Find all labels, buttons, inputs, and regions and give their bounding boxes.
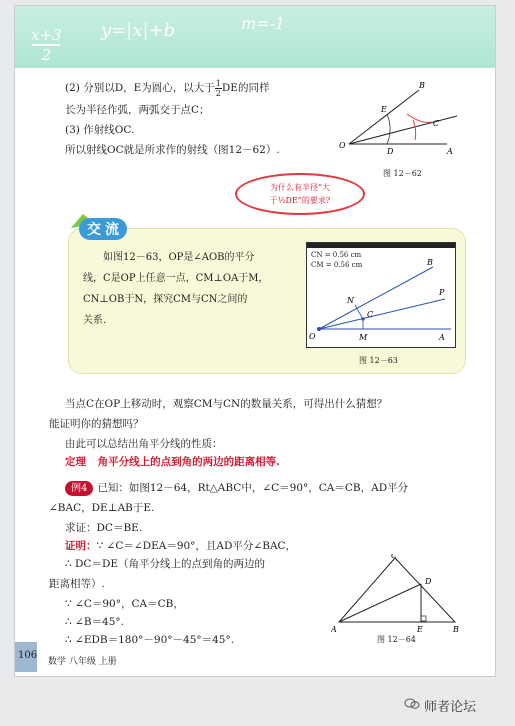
paragraph-line: 能证明你的猜想吗？	[49, 418, 144, 430]
paragraph-line: 由此可以总结出角平分线的性质：	[65, 438, 223, 450]
proof-line-6: ∴ ∠EDB＝180°－90°－45°＝45°.	[65, 634, 235, 646]
cm-readout: CM = 0.56 cm	[311, 261, 363, 269]
paragraph-line: 当点C在OP上移动时，观察CM与CN的数量关系，可得出什么猜想？	[65, 398, 388, 410]
proof-line-3: 距离相等）.	[49, 578, 105, 590]
step-3-line: (3) 作射线OC.	[65, 124, 135, 136]
proof-line-4: ∵ ∠C＝90°，CA＝CB，	[65, 598, 184, 610]
exchange-line: 如图12－63，OP是∠AOB的平分	[103, 252, 255, 263]
fig64-label-B: B	[453, 625, 459, 634]
fig62-label-A: A	[447, 147, 453, 156]
proof-line-2: ∴ DC＝DE（角平分线上的点到角的两边的	[65, 558, 266, 570]
header-formula-slope: m=-1	[241, 14, 286, 33]
header-formula-fraction: x+3 2	[31, 26, 62, 64]
exchange-line: 线，C是OP上任意一点，CM⊥OA于M，	[83, 273, 269, 284]
proof-line-1: 证明：∵ ∠C＝∠DEA＝90°，且AD平分∠BAC，	[65, 540, 297, 552]
figure-12-62	[335, 78, 465, 163]
figure-12-62-caption: 图 12－62	[383, 169, 422, 178]
fig62-label-E: E	[381, 105, 387, 114]
book-title: 数学 八年级 上册	[48, 657, 117, 667]
figure-12-63-drawing	[307, 243, 455, 347]
exchange-line: 关系.	[83, 315, 107, 326]
fig63-label-A: A	[439, 333, 445, 342]
figure-12-63	[306, 242, 456, 348]
badge-char-1: 交	[87, 222, 101, 238]
example-line-1: 例4 已知：如图12－64，Rt△ABC中，∠C＝90°，CA＝CB，AD平分	[65, 478, 408, 498]
watermark-text: 师者论坛	[424, 700, 477, 715]
exchange-badge	[69, 212, 129, 242]
fig62-label-D: D	[387, 147, 394, 156]
fraction-half: $\frac{1}{2}$	[215, 78, 221, 98]
badge-char-2: 流	[105, 222, 119, 238]
step-2-line: (2) 分别以D，E为圆心，以大于 $\frac{1}{2}DE$的同样	[65, 78, 270, 98]
textbook-page	[14, 5, 496, 677]
fig63-label-N: N	[347, 296, 354, 305]
example-badge: 例4	[65, 481, 93, 496]
fig62-label-B: B	[419, 81, 425, 90]
fig62-label-C: C	[433, 119, 440, 128]
fig64-label-C: C	[391, 554, 398, 560]
fig63-label-M: M	[359, 333, 368, 342]
fig64-label-A: A	[331, 625, 337, 634]
fig64-label-E: E	[417, 625, 423, 634]
thought-bubble: 为什么有半径“大 于½DE”的要求?	[235, 173, 365, 215]
figure-12-63-caption: 图 12－63	[359, 356, 398, 365]
fig64-label-D: D	[425, 577, 432, 586]
header-formula-abs: y=|x|+b	[101, 20, 176, 41]
figure-12-64-caption: 图 12－64	[377, 635, 416, 644]
exchange-panel	[68, 228, 466, 374]
theorem-line	[65, 452, 280, 472]
proof-line-5: ∴ ∠B＝45°.	[65, 616, 124, 628]
figure-12-64	[331, 554, 461, 634]
header-band	[15, 6, 495, 68]
fig63-label-O: O	[309, 332, 316, 341]
theorem-label: 定理	[65, 456, 86, 468]
example-line-3: 求证：DC＝BE.	[65, 522, 143, 534]
fig63-label-P: P	[439, 288, 445, 297]
proof-label: 证明：	[65, 540, 97, 552]
fig63-label-B: B	[427, 258, 433, 267]
page-number: 106	[18, 650, 38, 661]
exchange-line: CN⊥OB于N，探究CM与CN之间的	[83, 294, 248, 305]
step-2-continued: 长为半径作弧，两弧交于点C；	[65, 104, 210, 116]
fig63-label-C: C	[367, 310, 374, 319]
chat-bubble-icon	[404, 697, 420, 711]
conclusion-line: 所以射线OC就是所求作的射线（图12－62）.	[65, 144, 280, 156]
exchange-text	[83, 247, 303, 331]
theorem-text: 角平分线上的点到角的两边的距离相等.	[97, 456, 280, 468]
example-line-2: ∠BAC，DE⊥AB于E.	[49, 502, 155, 514]
cn-readout: CN = 0.56 cm	[311, 251, 362, 259]
fig62-label-O: O	[339, 141, 346, 150]
